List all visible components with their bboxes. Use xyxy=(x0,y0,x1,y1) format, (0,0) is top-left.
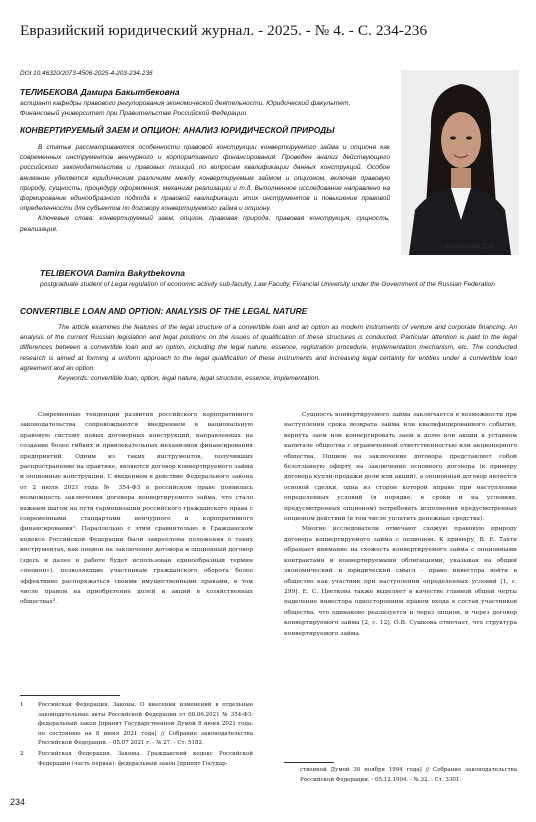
footnote-separator xyxy=(284,762,334,763)
footnote-text: Российская Федерация. Законы. Гражданский кодекс Российской Федерации (часть первая): федеральный закон [принят Государ- xyxy=(38,751,253,767)
footnote-2-continued: ственной Думой 30 ноября 1994 года] // Собрание законодательства Российской Федерации. - 05.12.1994. - № 32. - Ст. 3301. xyxy=(300,767,517,783)
body-column-right xyxy=(284,410,517,639)
page-number: 234 xyxy=(10,797,26,807)
body-paragraph: Сущность конвертируемого займа заключается в возможности при наступлении срока возврата займа или квалифицированного события, вернуть заем или конвертировать заем в долю или акции в уставном капитале общества с ограниченной ответственностью или акционерного общества. Опцион на заключение договора представляет собой безотзывную оферту на заключение основного договора (к примеру договора купли-продажи доли или акций), а опционный договор является основой сделки, одна из сторон которой вправе при наступлении определенных условий (в порядке, в сроки и на условиях, предусмотренных опционом) потребовать исполнения предусмотренных опционом действий (в том числе уплатить денежные средства). xyxy=(284,412,517,523)
abstract-en xyxy=(20,323,517,384)
author-affiliation-en: postgraduate student of Legal regulation of economic activity sub-faculty, Law Faculty, Financial University under the Government of the Russian Federation xyxy=(40,281,495,288)
author-affiliation-ru: аспирант кафедры правового регулирования экономической деятельности, Юридический факультет, Финансовый университет при Правительстве Российской Федерации xyxy=(20,100,351,117)
abstract-text-en: The article examines the features of the legal structure of a convertible loan and an option as modern instruments of venture and corporate financing. An analysis of the current Russian legislation and legal positions on the issues of qualification of these structures is conducted. Particular attention is paid to the legal differences between a convertible loan and an option, including the legal nature, essence, registration procedure, implementation mechanism, etc. The conducted research is aimed at forming a uniform approach to the legal qualification of these instruments and increasing legal certainty for entities under a convertible loan agreement and an option. xyxy=(20,324,517,372)
abstract-text-ru: В статье рассматриваются особенности правовой конструкции конвертируемого займа и опциона как современных инструментов венчурного и корпоративного финансирования. Проведен анализ действующего российского законодательства и правовых позиций по вопросам квалификации данных конструкций. Особое внимание уделяется юридическим различиям между конвертируемым займом и опционом, включая правовую природу, сущность, процедуру оформления, механизм реализации и т.д. Выполненное исследование направлено на формирование единообразного подхода к правовой квалификации этих инструментов и повышение правовой определенности для субъектов по договору конвертируемого займа и опциону. xyxy=(20,144,390,213)
footnote-number: 2 xyxy=(20,751,24,757)
footnote-number: 1 xyxy=(20,702,24,708)
footnote-text: Российская Федерация. Законы. О внесении изменений в отдельные законодательные акты Российской Федерации от 08.06.2021 № 354-ФЗ: федеральный закон [принят Государственной Думой 8 июня 2021 года: по состоянию на 8 июня 2021 года] // Собрание законодательства Российской Федерации. - 05.07 2021 г. - № 27. - Ст. 5182. xyxy=(38,702,253,747)
article-title-en: CONVERTIBLE LOAN AND OPTION: ANALYSIS OF THE LEGAL NATURE xyxy=(20,306,308,316)
author-portrait-image xyxy=(401,70,519,255)
article-title-ru: КОНВЕРТИРУЕМЫЙ ЗАЕМ И ОПЦИОН: АНАЛИЗ ЮРИДИЧЕСКОЙ ПРИРОДЫ xyxy=(20,125,335,135)
footnote-separator xyxy=(20,695,120,696)
author-name-ru: ТЕЛИБЕКОВА Дамира Бакытбековна xyxy=(20,87,180,97)
author-photo xyxy=(401,70,519,255)
journal-header: Евразийский юридический журнал. - 2025. - № 4. - С. 234-236 xyxy=(20,22,428,39)
body-paragraph: Современные тенденции развития российского корпоративного законодательства сопровождаются внедрением в национальную правовую систему новых договорных конструкций, направленных на создание более гибких и привлекательных механизмов финансирования предприятий. Одним из таких инструментов, получивших распространение на практике, являются договор конвертируемого займа и опционные конструкции. С введением в действие Федерального закона от 2 июля 2021 года № 354-ФЗ в российском праве появилась возможность заключения договора конвертируемого займа, что стало важным шагом на пути гармонизации российского гражданского права с современными стандартами венчурного и корпоративного финансирования¹. Параллельно с этим сравнительно в Гражданском кодексе Российской Федерации были закреплены положения о таких инструментах, как опцион на заключение договора и опционный договор (здесь и далее в работе будет использован единообразный термин «опцион»), позволяющие участникам гражданского оборота более эффективно распоряжаться своими имущественными правами, в том числе правом на приобретение долей и акций в хозяйственных обществах². xyxy=(20,412,253,606)
footnote-2 xyxy=(20,750,253,769)
keywords-en: Keywords: convertible loan, option, legal nature, legal structure, essence, implementation. xyxy=(58,375,321,383)
body-paragraph: Многие исследователи отмечают схожую правовую природу договора конвертируемого займа с опционом. К примеру, В. Е. Тахти обращает внимание на схожесть конвертируемого займа с опционными контрактами и конвертируемыми облигациями, указывая на общий экономический и юридический смысл - право инвестора войти в общество как участник при наступлении определенных условий [1, с. 299]. Е. С. Цветкова также выделяет в качестве главной общей черты наделение инвестора односторонним правом входа в состав участников общества, что одинаково реализуется и через опцион, и через договор конвертируемого займа [2, с. 12]. О.В. Сушкова отмечает, что структура конвертируемого займа xyxy=(284,526,517,637)
abstract-ru xyxy=(20,143,390,235)
author-name-en: TELIBEKOVA Damira Bakytbekovna xyxy=(40,268,186,278)
footnote-1 xyxy=(20,701,253,749)
body-column-left xyxy=(20,410,253,608)
author-signature: Телибекова Д.Б. xyxy=(445,241,495,250)
keywords-ru: Ключевые слова: конвертируемый заем, опцион, правовая природа, правовая конструкция, сущность, реализация. xyxy=(20,215,390,233)
doi: DOI 10.46320/2073-4506-2025-4-203-234-236 xyxy=(20,70,153,77)
